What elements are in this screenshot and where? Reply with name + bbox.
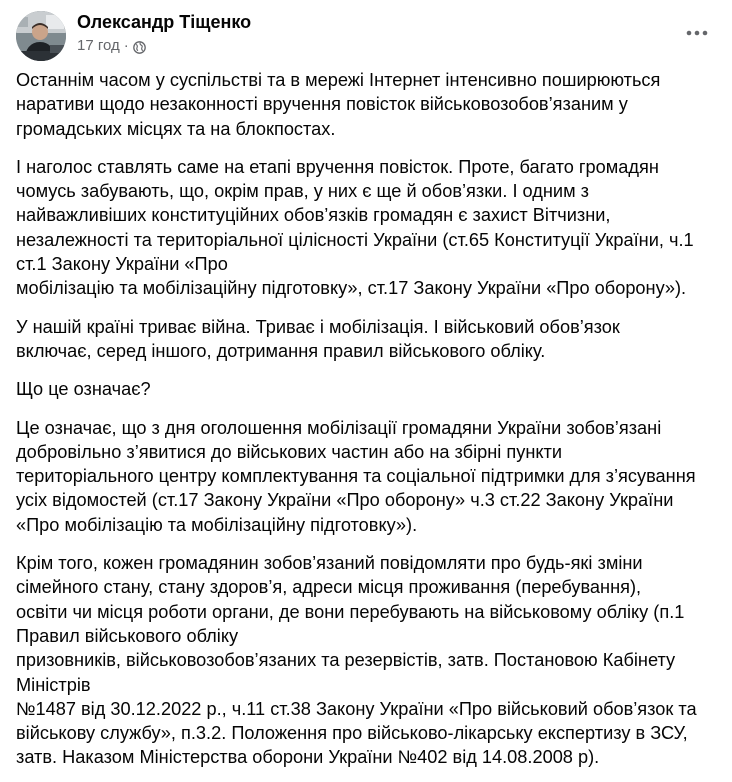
post-text-line: Останнім часом у суспільстві та в мережі Інтернет інтенсивно поширюються xyxy=(16,70,661,90)
post-meta xyxy=(77,36,146,56)
more-horizontal-icon xyxy=(686,30,708,36)
post-text-line: добровільно з’явитися до військових частин або на збірні пункти xyxy=(16,441,563,462)
post-text-line: включає, серед іншого, дотримання правил військового обліку. xyxy=(16,340,546,361)
post-text-line: громадських місцях та на блокпостах. xyxy=(16,118,336,139)
avatar-photo-icon xyxy=(16,11,66,61)
post-paragraph xyxy=(16,68,718,141)
post-text-line: чомусь забувають, що, окрім прав, у них є ще й обов’язки. І одним з xyxy=(16,181,589,202)
post-text-line: Правил військового обліку xyxy=(16,625,239,646)
meta-separator: · xyxy=(123,37,129,54)
post-text-line: найважливіших конституційних обов’язків громадян є захист Вітчизни, xyxy=(16,205,611,226)
post-text-line: призовників, військовозобов’язаних та резервістів, затв. Постановою Кабінету xyxy=(16,650,676,671)
post-body xyxy=(16,68,718,782)
post-text-line: військову службу», п.3.2. Положення про військово-лікарську експертизу в ЗСУ, xyxy=(16,723,688,744)
post-header xyxy=(16,10,716,60)
post-text-line: усіх відомостей (ст.17 Закону України «Про оборону» ч.3 ст.22 Закону України xyxy=(16,490,674,511)
post-paragraph xyxy=(16,416,718,537)
post-text-line: Міністрів xyxy=(16,674,91,695)
post-text-line: «Про мобілізацію та мобілізаційну підготовку»). xyxy=(16,514,418,535)
post-text-line: У нашій країні триває війна. Триває і мобілізація. І військовий обов’язок xyxy=(16,316,620,337)
post-timestamp[interactable]: 17 год xyxy=(77,37,120,54)
author-avatar[interactable] xyxy=(16,11,66,61)
post-paragraph xyxy=(16,377,718,401)
post-text-line: освіти чи місця роботи органи, де вони перебувають на військовому обліку (п.1 xyxy=(16,601,685,622)
globe-icon xyxy=(133,40,146,53)
post-paragraph xyxy=(16,315,718,364)
post-text-line: ст.1 Закону України «Про xyxy=(16,254,228,275)
post-text-line: Це означає, що з дня оголошення мобілізації громадяни України зобов’язані xyxy=(16,417,662,438)
post-text-line: незалежності та територіальної цілісності України (ст.65 Конституції України, ч.1 xyxy=(16,229,694,250)
post-paragraph xyxy=(16,551,718,770)
post-paragraph xyxy=(16,155,718,301)
more-options-button[interactable] xyxy=(682,18,712,48)
post-text-line: затв. Наказом Міністерства оборони України №402 від 14.08.2008 р). xyxy=(16,747,600,768)
post-text-line: Що це означає? xyxy=(16,379,151,400)
post-text-line: мобілізацію та мобілізаційну підготовку», ст.17 Закону України «Про оборону»). xyxy=(16,278,687,299)
post-text-line: №1487 від 30.12.2022 р., ч.11 ст.38 Закону України «Про військовий обов’язок та xyxy=(16,698,697,719)
post-text-line: наративи щодо незаконності вручення повісток військовозобов’язаним у xyxy=(16,94,628,115)
author-name[interactable]: Олександр Тіщенко xyxy=(77,12,252,32)
post-text-line: територіального центру комплектування та соціальної підтримки для з’ясування xyxy=(16,466,696,487)
post-text-line: Крім того, кожен громадянин зобов’язаний повідомляти про будь-які зміни xyxy=(16,553,643,574)
post-text-line: І наголос ставлять саме на етапі вручення повісток. Проте, багато громадян xyxy=(16,156,659,177)
post-text-line: сімейного стану, стану здоров’я, адреси місця проживання (перебування), xyxy=(16,577,642,598)
